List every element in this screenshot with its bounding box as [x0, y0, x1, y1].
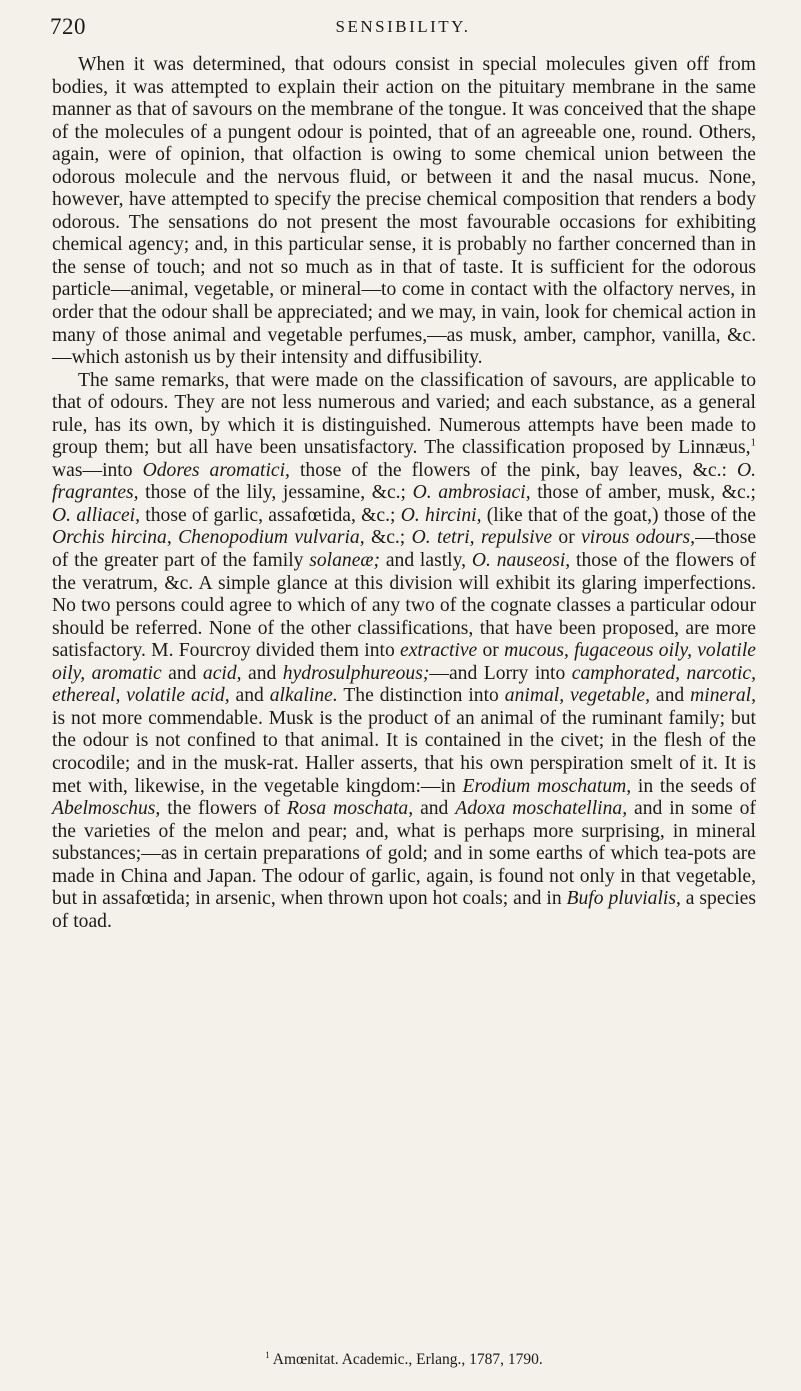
- text-run: and: [229, 685, 270, 707]
- text-run: When it was determined, that odours consist in special molecules given off from bodies, it was attempted to explain their action on the pituitary membrane in the same manner as that of savours on the membrane of the tongue. It was conceived that the shape of the molecules of a pungent odour is pointed, that of an agreeable one, round. Others, again, were of opinion, that olfaction is owing to some chemical union between the odorous molecule and the nervous fluid, or between it and the nasal mucus. None, however, have attempted to specify the precise chemical composition that renders a body odorous. The sensations do not present the most favourable occasions for exhibiting chemical agency; and, in this particular sense, it is probably no farther concerned than in the sense of touch; and not so much as in that of taste. It is sufficient for the odorous particle—animal, vegetable, or mineral—to come in contact with the olfactory nerves, in order that the odour shall be appreciated; and we may, in vain, look for chemical action in many of those animal and vegetable perfumes,—as musk, amber, camphor, vanilla, &c.—which astonish us by their intensity and diffusibility.: [52, 54, 756, 369]
- italic-term: O. hircini,: [400, 504, 482, 526]
- text-run: a species of toad.: [52, 888, 757, 932]
- text-run: and in some of the varieties of the melon and pear; and, what is perhaps more surprising, in mineral substances;—as in certain preparations of gold; and in some earths of which tea-pots are made in China and Japan. The odour of garlic, again, is found not only in that vegetable, but in assafœtida; in arsenic, when thrown upon hot coals; and in: [52, 798, 756, 910]
- text-run: those of amber, musk, &c.;: [530, 482, 756, 504]
- italic-term: Orchis hircina, Chenopodium vulvaria,: [52, 527, 365, 549]
- text-run: and: [161, 662, 203, 684]
- running-title: SENSIBILITY.: [335, 17, 471, 36]
- italic-term: alkaline.: [269, 685, 338, 707]
- text-run: the flowers of: [160, 798, 288, 820]
- text-run: The distinction into: [337, 685, 505, 707]
- text-run: (like that of the goat,) those of the: [481, 504, 757, 526]
- text-run: was—into: [52, 459, 143, 481]
- footnote-mark: 1: [265, 1349, 270, 1360]
- italic-term: acid,: [202, 662, 242, 684]
- paragraph-2: [52, 370, 756, 934]
- paragraph-1: [52, 54, 756, 370]
- text-run: those of the flowers of the pink, bay leaves, &c.:: [289, 459, 737, 481]
- italic-term: animal, vegetable,: [504, 685, 650, 707]
- italic-term: O. ambrosiaci,: [412, 482, 531, 504]
- text-run: or: [477, 640, 505, 662]
- footnote: [52, 1350, 756, 1370]
- page-number: 720: [50, 14, 86, 39]
- text-run: or: [552, 527, 582, 549]
- italic-term: mucous, fugaceous oily, volatile oily, aromatic: [52, 640, 757, 684]
- italic-term: Rosa moschata,: [287, 798, 414, 820]
- text-run: those of the flowers of the veratrum, &c. A simple glance at this division will exhibit its glaring imperfections. No two persons could agree to which of any two of the cognate classes a particular odour should be referred. None of the other classifications, that have been proposed, are more satisfactory. M. Fourcroy divided them into: [52, 550, 756, 662]
- italic-term: O. tetri, repulsive: [411, 527, 553, 549]
- italic-term: O. fragrantes,: [52, 459, 757, 504]
- text-run: those of garlic, assafœtida, &c.;: [140, 504, 401, 526]
- text-run: and lastly,: [380, 550, 472, 572]
- italic-term: solaneæ;: [309, 550, 380, 572]
- text-run: is not more commendable. Musk is the product of an animal of the ruminant family; but the odour is not confined to that animal. It is contained in the civet; in the flesh of the crocodile; and in the musk-rat. Haller asserts, that his own perspiration smelt of it. It is met with, likewise, in the vegetable kingdom:—in: [52, 707, 756, 797]
- text-run: The same remarks, that were made on the classification of savours, are applicable to that of odours. They are not less numerous and varied; and each substance, as a general rule, has its own, by which it is distinguished. Numerous attempts have been made to group them; but all have been unsatisfactory. The classification proposed by Linnæus,: [52, 369, 756, 459]
- italic-term: virous odours,: [581, 527, 696, 549]
- text-run: —those of the greater part of the family: [52, 527, 757, 572]
- italic-term: mineral,: [690, 685, 756, 707]
- italic-term: Bufo pluvialis,: [566, 888, 681, 910]
- footnote-text: Amœnitat. Academic., Erlang., 1787, 1790.: [269, 1351, 543, 1368]
- footnote-reference: 1: [750, 436, 756, 449]
- italic-term: Odores aromatici,: [142, 459, 290, 481]
- italic-term: extractive: [400, 640, 478, 662]
- text-run: those of the lily, jessamine, &c.;: [138, 482, 413, 504]
- italic-term: O. alliacei,: [52, 504, 140, 526]
- text-run: &c.;: [364, 527, 412, 549]
- running-head: [50, 14, 756, 44]
- italic-term: hydrosulphureous;: [282, 662, 430, 684]
- body-text: [52, 54, 756, 933]
- italic-term: Abelmoschus,: [52, 798, 161, 820]
- italic-term: Adoxa moschatellina,: [455, 798, 628, 820]
- text-run: and: [413, 798, 456, 820]
- italic-term: Erodium moschatum,: [462, 775, 632, 797]
- text-run: and: [241, 662, 283, 684]
- text-run: —and Lorry into: [429, 662, 572, 684]
- text-run: and: [650, 685, 691, 707]
- text-run: in the seeds of: [631, 775, 756, 797]
- italic-term: O. nauseosi,: [471, 550, 571, 572]
- italic-term: camphorated, narcotic, ethereal, volatile acid,: [52, 662, 756, 707]
